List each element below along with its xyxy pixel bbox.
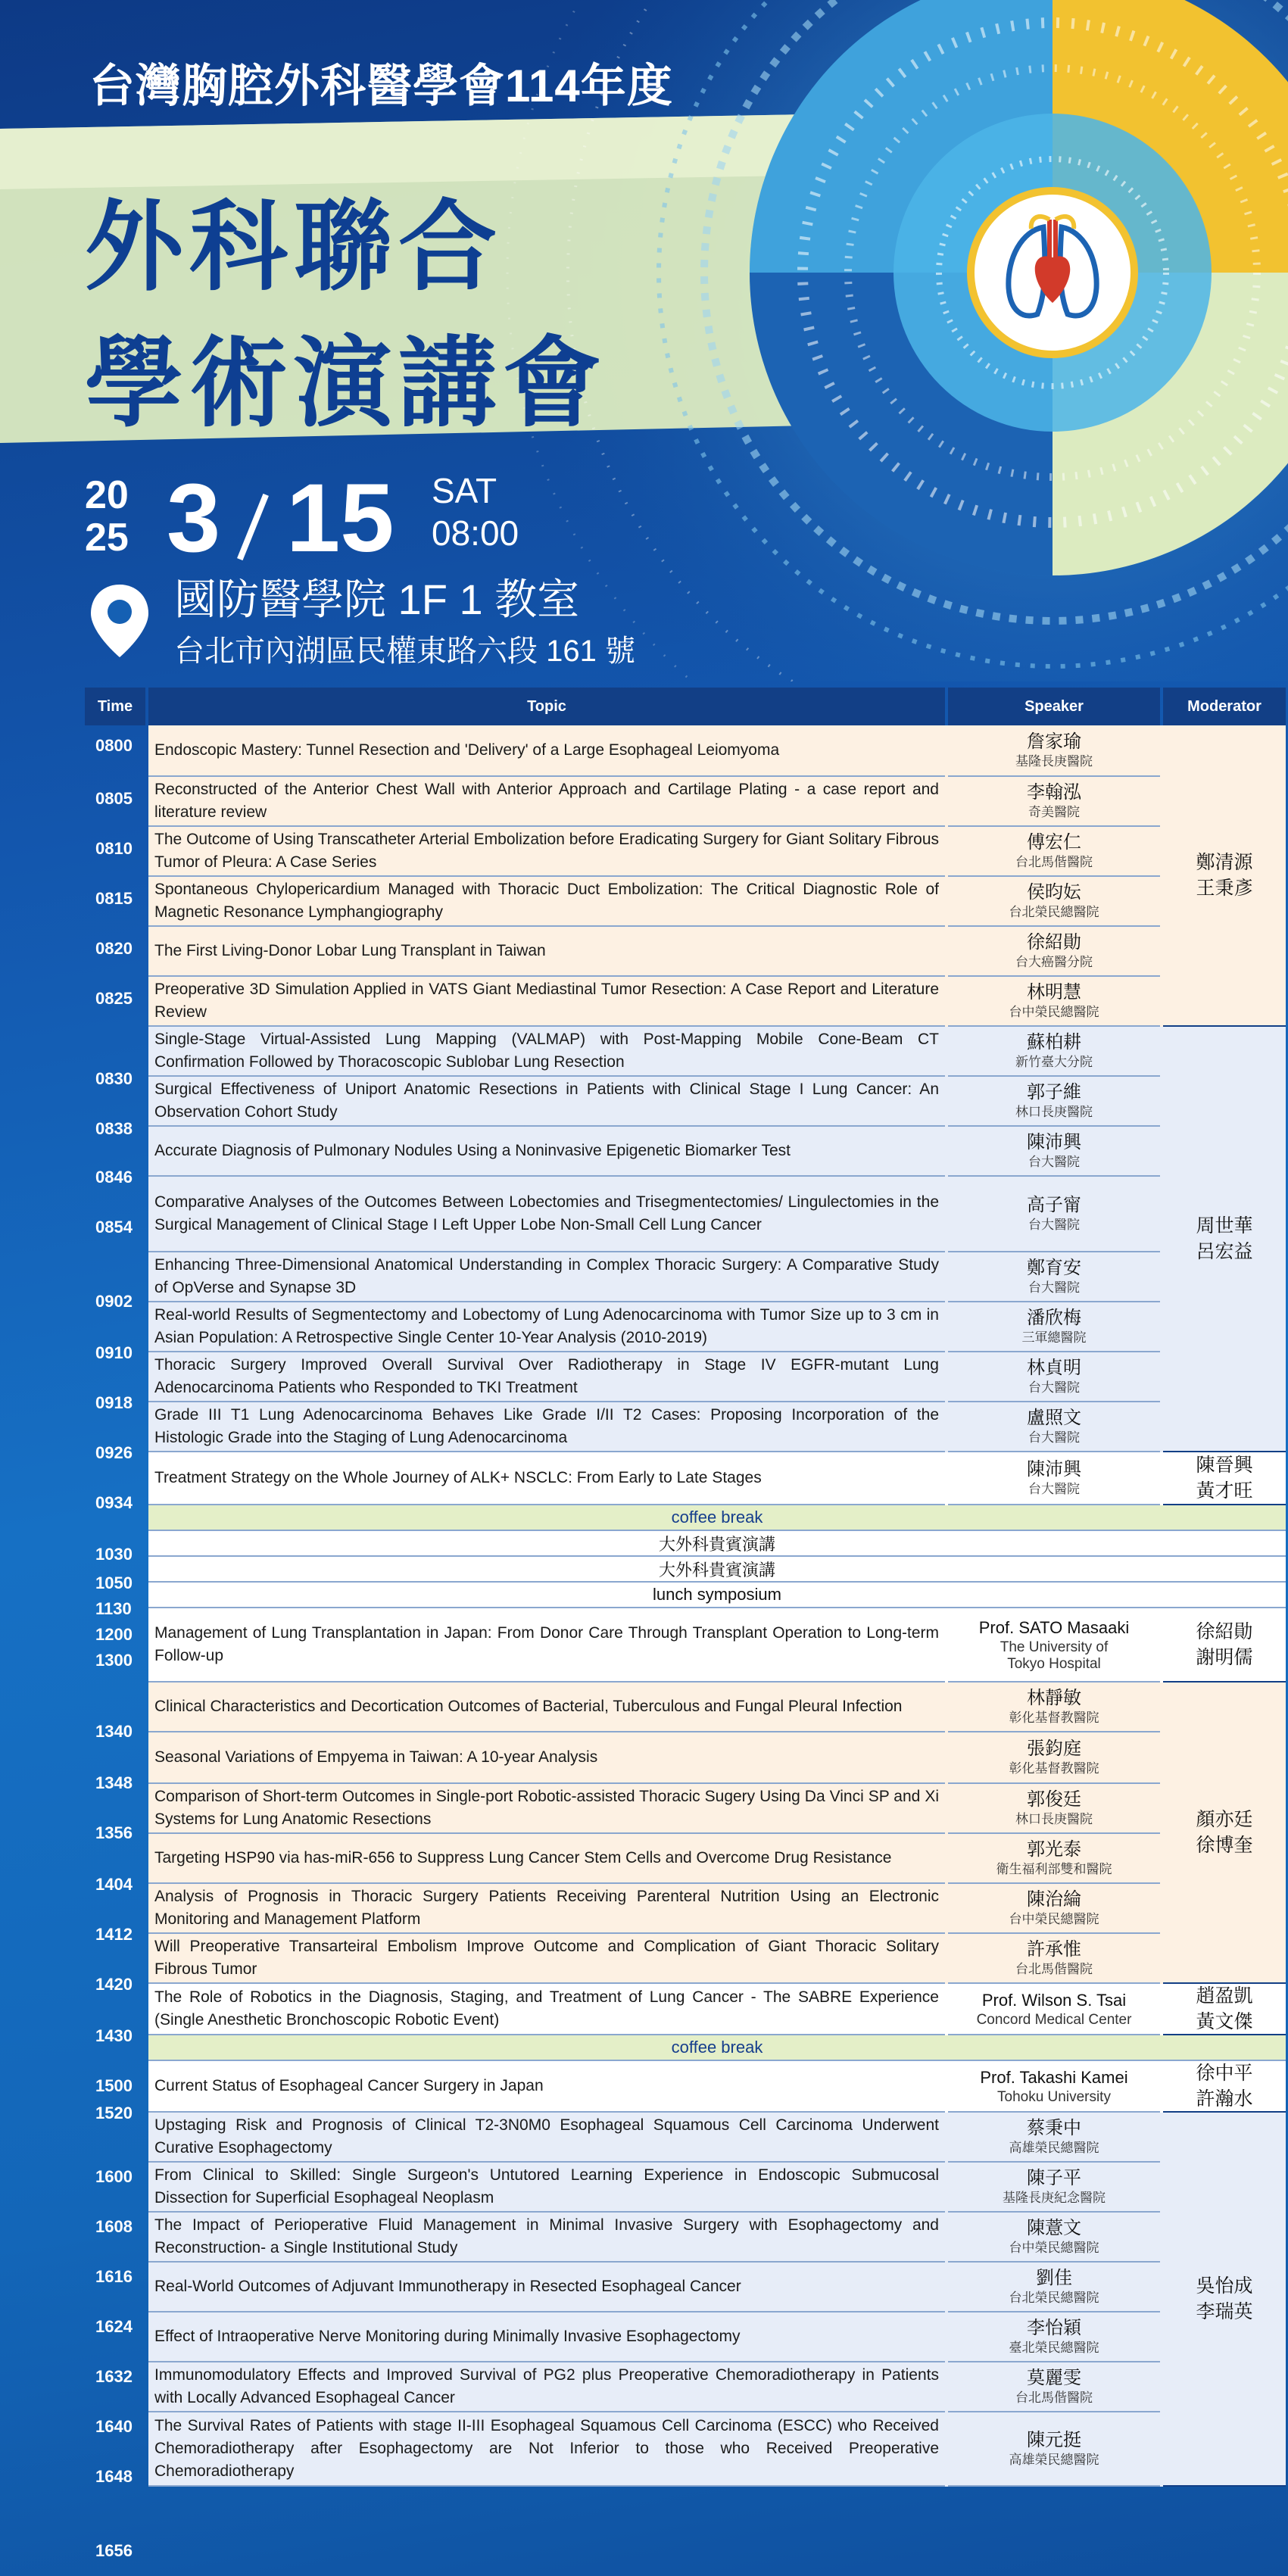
moderator-name: 許瀚水 xyxy=(1196,2088,1253,2110)
col-topic: Topic xyxy=(148,688,945,725)
speaker-cell xyxy=(948,2061,1160,2113)
time-label: 0846 xyxy=(95,1168,133,1187)
speaker-name: 陳治綸 xyxy=(1027,1889,1081,1910)
time-label: 0830 xyxy=(95,1069,133,1088)
talk-topic: Immunomodulatory Effects and Improved Survival of PG2 plus Preoperative Chemoradiotherapy in Patients with Locally Advanced Esophageal Cancer xyxy=(148,2362,945,2412)
table-row xyxy=(148,2061,1286,2113)
moderator-name: 王秉彥 xyxy=(1196,878,1253,899)
table-header xyxy=(85,688,1261,725)
table-row xyxy=(148,1027,1286,1077)
talk-topic: The Survival Rates of Patients with stage II-III Esophageal Squamous Cell Carcinoma (ESCC) who Received Chemoradiotherapy after Esophagectomy are Not Inferior to those who Received Preoperative Chemoradiotherapy xyxy=(148,2412,945,2487)
speaker-name: 林靜敏 xyxy=(1027,1688,1081,1708)
talk-topic: Comparative Analyses of the Outcomes Between Lobectomies and Trisegmentectomies/ Lingulectomies in the Surgical Management of Clinical Stage I Left Upper Lobe Non-Small Cell Lung Cancer xyxy=(148,1177,945,1252)
time-label: 1608 xyxy=(95,2217,133,2236)
speaker-affiliation: The University of xyxy=(1000,1639,1109,1655)
talk-topic: Effect of Intraoperative Nerve Monitoring during Minimally Invasive Esophagectomy xyxy=(148,2312,945,2362)
speaker-affiliation: Tohoku University xyxy=(997,2089,1111,2105)
col-moderator: Moderator xyxy=(1163,688,1286,725)
speaker-name: 林明慧 xyxy=(1027,982,1081,1003)
time-label: 1616 xyxy=(95,2267,133,2286)
schedule-table xyxy=(85,688,1261,2560)
coffee-break-row: coffee break xyxy=(148,2035,1286,2061)
table-row xyxy=(148,2263,1286,2312)
moderator-name: 鄭清源 xyxy=(1196,852,1253,873)
talk-topic: Current Status of Esophageal Cancer Surgery in Japan xyxy=(148,2061,945,2113)
time-label: 1030 xyxy=(95,1545,133,1564)
speaker-name: 蘇柏耕 xyxy=(1027,1032,1081,1053)
speaker-affiliation: 臺北榮民總醫院 xyxy=(1009,2341,1099,2355)
speaker-affiliation: 彰化基督教醫院 xyxy=(1009,1761,1099,1776)
speaker-cell xyxy=(948,1402,1160,1452)
table-row xyxy=(148,1884,1286,1934)
time-label: 1130 xyxy=(95,1599,132,1618)
speaker-cell xyxy=(948,1352,1160,1402)
moderator-cell xyxy=(1163,1608,1286,1683)
talk-topic: Seasonal Variations of Empyema in Taiwan: A 10-year Analysis xyxy=(148,1732,945,1784)
talk-topic: Analysis of Prognosis in Thoracic Surgery Patients Receiving Parenteral Nutrition Using an Electronic Monitoring and Management Platform xyxy=(148,1884,945,1934)
speaker-cell xyxy=(948,2412,1160,2487)
speaker-name: 鄭育安 xyxy=(1027,1258,1081,1278)
guest-lecture-row: 大外科貴賓演講 xyxy=(148,1557,1286,1583)
speaker-name: 蔡秉中 xyxy=(1027,2118,1081,2138)
speaker-name: 陳子平 xyxy=(1027,2168,1081,2188)
time-label: 1356 xyxy=(95,1823,133,1842)
speaker-cell xyxy=(948,2263,1160,2312)
time-label: 1500 xyxy=(95,2076,133,2095)
time-label: 1340 xyxy=(95,1722,133,1741)
time-label: 1348 xyxy=(95,1773,133,1792)
moderator-name: 顏亦廷 xyxy=(1196,1809,1253,1830)
table-row xyxy=(148,1352,1286,1402)
speaker-affiliation: 台中榮民總醫院 xyxy=(1009,1005,1099,1019)
speaker-affiliation: 台中榮民總醫院 xyxy=(1009,2241,1099,2255)
talk-topic: Will Preoperative Transarteiral Embolism Improve Outcome and Complication of Giant Thoracic Solitary Fibrous Tumor xyxy=(148,1934,945,1984)
moderator-cell xyxy=(1163,725,1286,1027)
time-label: 1430 xyxy=(95,2026,133,2045)
moderator-name: 謝明儒 xyxy=(1196,1647,1253,1668)
speaker-cell xyxy=(948,827,1160,877)
table-row xyxy=(148,1683,1286,1732)
speaker-affiliation: 基隆長庚紀念醫院 xyxy=(1003,2191,1106,2205)
speaker-affiliation: 彰化基督教醫院 xyxy=(1009,1711,1099,1725)
moderator-name: 陳晉興 xyxy=(1196,1455,1253,1476)
moderator-cell xyxy=(1163,2061,1286,2113)
talk-topic: Real-World Outcomes of Adjuvant Immunotherapy in Resected Esophageal Cancer xyxy=(148,2263,945,2312)
time-label: 1200 xyxy=(95,1625,133,1644)
event-title-line1: 外科聯合 xyxy=(85,189,504,304)
moderator-name: 黃才旺 xyxy=(1196,1480,1253,1502)
table-row xyxy=(148,1834,1286,1884)
speaker-affiliation: 台北馬偕醫院 xyxy=(1015,855,1093,869)
time-label: 0918 xyxy=(95,1393,133,1412)
moderator-name: 周世華 xyxy=(1196,1215,1253,1237)
table-row xyxy=(148,1077,1286,1127)
speaker-name: Prof. SATO Masaaki xyxy=(978,1618,1130,1637)
speaker-affiliation: 台北榮民總醫院 xyxy=(1009,2291,1099,2305)
time-label: 1412 xyxy=(95,1925,133,1944)
speaker-name: 林貞明 xyxy=(1027,1358,1081,1378)
time-label: 1632 xyxy=(95,2367,133,2386)
time-label: 0902 xyxy=(95,1292,133,1311)
table-row xyxy=(148,1934,1286,1984)
table-row xyxy=(148,1784,1286,1834)
speaker-affiliation: 台大癌醫分院 xyxy=(1015,955,1093,969)
table-row xyxy=(148,2213,1286,2263)
speaker-cell xyxy=(948,777,1160,827)
speaker-affiliation: 高雄榮民總醫院 xyxy=(1009,2453,1099,2467)
speaker-affiliation: 台大醫院 xyxy=(1028,1380,1080,1395)
speaker-cell xyxy=(948,927,1160,977)
speaker-affiliation: 台大醫院 xyxy=(1028,1430,1080,1445)
moderator-name: 吳怡成 xyxy=(1196,2275,1253,2297)
speaker-cell xyxy=(948,2362,1160,2412)
table-row xyxy=(148,2362,1286,2412)
speaker-cell xyxy=(948,1984,1160,2035)
speaker-affiliation: 台北馬偕醫院 xyxy=(1015,1962,1093,1976)
col-speaker: Speaker xyxy=(948,688,1160,725)
event-title-line2: 學術演講會 xyxy=(85,326,608,441)
speaker-cell xyxy=(948,1027,1160,1077)
speaker-cell xyxy=(948,2163,1160,2213)
moderator-name: 徐紹勛 xyxy=(1196,1621,1253,1642)
time-label: 0800 xyxy=(95,736,133,755)
speaker-affiliation: Tokyo Hospital xyxy=(1007,1656,1101,1672)
time-label: 0838 xyxy=(95,1119,133,1138)
time-label: 0810 xyxy=(95,839,133,858)
speaker-cell xyxy=(948,1127,1160,1177)
speaker-name: 盧照文 xyxy=(1027,1408,1081,1428)
speaker-cell xyxy=(948,1732,1160,1784)
speaker-cell xyxy=(948,877,1160,927)
moderator-name: 黃文傑 xyxy=(1196,2011,1253,2032)
talk-topic: Treatment Strategy on the Whole Journey of ALK+ NSCLC: From Early to Late Stages xyxy=(148,1452,945,1505)
speaker-cell xyxy=(948,1934,1160,1984)
speaker-cell xyxy=(948,725,1160,777)
speaker-name: 侯昀妘 xyxy=(1027,882,1081,903)
speaker-name: 高子甯 xyxy=(1027,1195,1081,1215)
speaker-name: 陳元挺 xyxy=(1027,2430,1081,2450)
time-label: 1648 xyxy=(95,2467,133,2486)
society-name: 台灣胸腔外科醫學會114年度 xyxy=(89,61,673,111)
speaker-affiliation: 高雄榮民總醫院 xyxy=(1009,2141,1099,2155)
speaker-affiliation: 奇美醫院 xyxy=(1028,805,1080,819)
talk-topic: Real-world Results of Segmentectomy and Lobectomy of Lung Adenocarcinoma with Tumor Size up to 3 cm in Asian Population: A Retrospective Single Center 10-Year Analysis (2010-2019) xyxy=(148,1302,945,1352)
talk-topic: Thoracic Surgery Improved Overall Survival Over Radiotherapy in Stage IV EGFR-mutant Lung Adenocarcinoma Patients who Responded to TKI Treatment xyxy=(148,1352,945,1402)
time-label: 0815 xyxy=(95,889,133,908)
time-label: 0820 xyxy=(95,939,133,958)
time-label: 0805 xyxy=(95,789,133,808)
speaker-cell xyxy=(948,2213,1160,2263)
speaker-cell xyxy=(948,1302,1160,1352)
table-row xyxy=(148,1302,1286,1352)
speaker-name: 潘欣梅 xyxy=(1027,1308,1081,1328)
speaker-cell xyxy=(948,1452,1160,1505)
speaker-affiliation: 衛生福利部雙和醫院 xyxy=(996,1862,1112,1876)
time-label: 0926 xyxy=(95,1443,133,1462)
table-row xyxy=(148,1252,1286,1302)
talk-topic: Comparison of Short-term Outcomes in Single-port Robotic-assisted Thoracic Sugery Using Da Vinci SP and Xi Systems for Lung Anatomic Resections xyxy=(148,1784,945,1834)
speaker-name: 郭光泰 xyxy=(1027,1839,1081,1860)
speaker-name: 陳沛興 xyxy=(1027,1459,1081,1480)
talk-topic: Spontaneous Chylopericardium Managed with Thoracic Duct Embolization: The Critical Diagnostic Role of Magnetic Resonance Lymphangiography xyxy=(148,877,945,927)
start-time: 08:00 xyxy=(432,513,519,553)
talk-topic: Enhancing Three-Dimensional Anatomical Understanding in Complex Thoracic Surgery: A Comparative Study of OpVerse and Synapse 3D xyxy=(148,1252,945,1302)
speaker-name: 徐紹勛 xyxy=(1027,932,1081,953)
poster-header xyxy=(0,0,1288,681)
time-label: 1050 xyxy=(95,1573,133,1592)
speaker-name: Prof. Wilson S. Tsai xyxy=(981,1991,1127,2010)
table-row xyxy=(148,1608,1286,1683)
speaker-affiliation: 林口長庚醫院 xyxy=(1015,1105,1093,1119)
speaker-name: 詹家瑜 xyxy=(1027,731,1081,752)
speaker-name: 陳沛興 xyxy=(1027,1132,1081,1152)
speaker-cell xyxy=(948,1252,1160,1302)
speaker-name: 莫麗雯 xyxy=(1027,2368,1081,2388)
talk-topic: Grade III T1 Lung Adenocarcinoma Behaves Like Grade I/II T2 Cases: Proposing Incorporation of the Histologic Grade into the Staging of Lung Adenocarcinoma xyxy=(148,1402,945,1452)
speaker-name: 郭子維 xyxy=(1027,1082,1081,1102)
speaker-affiliation: 基隆長庚醫院 xyxy=(1015,754,1093,769)
talk-topic: Upstaging Risk and Prognosis of Clinical T2-3N0M0 Esophageal Squamous Cell Carcinoma Underwent Curative Esophagectomy xyxy=(148,2113,945,2163)
year-bottom: 25 xyxy=(85,516,129,560)
talk-topic: The Role of Robotics in the Diagnosis, Staging, and Treatment of Lung Cancer - The SABRE Experience (Single Anesthetic Bronchoscopic Robotic Event) xyxy=(148,1984,945,2035)
talk-topic: Targeting HSP90 via has-miR-656 to Suppress Lung Cancer Stem Cells and Overcome Drug Resistance xyxy=(148,1834,945,1884)
table-row xyxy=(148,977,1286,1027)
speaker-cell xyxy=(948,2113,1160,2163)
time-label: 1640 xyxy=(95,2417,133,2436)
table-row xyxy=(148,777,1286,827)
table-row xyxy=(148,1127,1286,1177)
moderator-cell xyxy=(1163,1027,1286,1452)
talk-topic: The Impact of Perioperative Fluid Management in Minimal Invasive Surgery with Esophagectomy and Reconstruction- a Single Institutional Study xyxy=(148,2213,945,2263)
speaker-affiliation: 台大醫院 xyxy=(1028,1218,1080,1232)
speaker-name: 張鈞庭 xyxy=(1027,1739,1081,1759)
speaker-cell xyxy=(948,1834,1160,1884)
guest-lecture-row: 大外科貴賓演講 xyxy=(148,1531,1286,1557)
talk-topic: From Clinical to Skilled: Single Surgeon's Untutored Learning Experience in Endoscopic Submucosal Dissection for Superficial Esophageal Neoplasm xyxy=(148,2163,945,2213)
talk-topic: Reconstructed of the Anterior Chest Wall with Anterior Approach and Cartilage Plating - a case report and literature review xyxy=(148,777,945,827)
table-row xyxy=(148,1732,1286,1784)
speaker-affiliation: Concord Medical Center xyxy=(976,2012,1132,2028)
speaker-affiliation: 台大醫院 xyxy=(1028,1482,1080,1496)
speaker-name: 郭俊廷 xyxy=(1027,1789,1081,1810)
talk-topic: Management of Lung Transplantation in Japan: From Donor Care Through Transplant Operation to Long-term Follow-up xyxy=(148,1608,945,1683)
table-row xyxy=(148,1452,1286,1505)
speaker-cell xyxy=(948,1683,1160,1732)
table-row xyxy=(148,827,1286,877)
speaker-affiliation: 台大醫院 xyxy=(1028,1280,1080,1295)
time-label: 1404 xyxy=(95,1875,133,1894)
speaker-affiliation: 台北馬偕醫院 xyxy=(1015,2390,1093,2405)
moderator-name: 徐中平 xyxy=(1196,2063,1253,2084)
speaker-name: 李怡穎 xyxy=(1027,2318,1081,2338)
time-label: 1624 xyxy=(95,2317,133,2336)
year-top: 20 xyxy=(85,473,129,517)
talk-topic: The Outcome of Using Transcatheter Arterial Embolization before Eradicating Surgery for Giant Solitary Fibrous Tumor of Pleura: A Case Series xyxy=(148,827,945,877)
talk-topic: Clinical Characteristics and Decortication Outcomes of Bacterial, Tuberculous and Fungal Pleural Infection xyxy=(148,1683,945,1732)
speaker-cell xyxy=(948,1884,1160,1934)
day: 15 xyxy=(286,464,395,572)
table-row xyxy=(148,1402,1286,1452)
time-label: 0854 xyxy=(95,1218,133,1237)
table-row xyxy=(148,1177,1286,1252)
speaker-cell xyxy=(948,2312,1160,2362)
talk-topic: Accurate Diagnosis of Pulmonary Nodules Using a Noninvasive Epigenetic Biomarker Test xyxy=(148,1127,945,1177)
speaker-cell xyxy=(948,1177,1160,1252)
speaker-affiliation: 台北榮民總醫院 xyxy=(1009,905,1099,919)
moderator-name: 徐博奎 xyxy=(1196,1835,1253,1856)
talk-topic: Endoscopic Mastery: Tunnel Resection and 'Delivery' of a Large Esophageal Leiomyoma xyxy=(148,725,945,777)
speaker-name: 陳薏文 xyxy=(1027,2218,1081,2238)
speaker-affiliation: 三軍總醫院 xyxy=(1021,1330,1087,1345)
time-label: 1656 xyxy=(95,2541,133,2560)
table-row xyxy=(148,2113,1286,2163)
moderator-name: 李瑞英 xyxy=(1196,2301,1253,2322)
speaker-affiliation: 台大醫院 xyxy=(1028,1155,1080,1169)
speaker-cell xyxy=(948,977,1160,1027)
coffee-break-row: coffee break xyxy=(148,1505,1286,1531)
address: 台北市內湖區民權東路六段 161 號 xyxy=(174,635,635,668)
time-label: 1420 xyxy=(95,1975,133,1994)
table-row xyxy=(148,725,1286,777)
speaker-cell xyxy=(948,1077,1160,1127)
speaker-name: 李翰泓 xyxy=(1027,782,1081,803)
speaker-name: Prof. Takashi Kamei xyxy=(980,2068,1128,2087)
weekday: SAT xyxy=(432,471,497,510)
moderator-cell xyxy=(1163,2113,1286,2487)
table-row xyxy=(148,2412,1286,2487)
time-label: 1300 xyxy=(95,1651,133,1670)
speaker-name: 傅宏仁 xyxy=(1027,832,1081,853)
table-row xyxy=(148,927,1286,977)
month: 3 xyxy=(167,464,221,572)
speaker-name: 劉佳 xyxy=(1036,2268,1072,2288)
time-label: 0934 xyxy=(95,1493,133,1512)
moderator-name: 呂宏益 xyxy=(1196,1241,1253,1262)
lunch-symposium-row: lunch symposium xyxy=(148,1583,1286,1608)
table-row xyxy=(148,2163,1286,2213)
table-row xyxy=(148,1984,1286,2035)
venue: 國防醫學院 1F 1 教室 xyxy=(174,575,580,623)
moderator-cell xyxy=(1163,1683,1286,1984)
talk-topic: Surgical Effectiveness of Uniport Anatomic Resections in Patients with Clinical Stage I Lung Cancer: An Observation Cohort Study xyxy=(148,1077,945,1127)
talk-topic: Preoperative 3D Simulation Applied in VATS Giant Mediastinal Tumor Resection: A Case Report and Literature Review xyxy=(148,977,945,1027)
table-row xyxy=(148,2312,1286,2362)
moderator-cell xyxy=(1163,1452,1286,1505)
talk-topic: The First Living-Donor Lobar Lung Transplant in Taiwan xyxy=(148,927,945,977)
time-label: 1520 xyxy=(95,2104,133,2122)
moderator-cell xyxy=(1163,1984,1286,2035)
col-time: Time xyxy=(85,688,145,725)
location-pin-icon xyxy=(88,582,151,660)
time-label: 0910 xyxy=(95,1343,133,1362)
speaker-name: 許承惟 xyxy=(1027,1939,1081,1960)
time-label: 1600 xyxy=(95,2167,133,2186)
speaker-affiliation: 台中榮民總醫院 xyxy=(1009,1912,1099,1926)
talk-topic: Single-Stage Virtual-Assisted Lung Mapping (VALMAP) with Post-Mapping Mobile Cone-Beam CT Confirmation Followed by Thoracoscopic Sublobar Lung Resection xyxy=(148,1027,945,1077)
table-row xyxy=(148,877,1286,927)
speaker-affiliation: 林口長庚醫院 xyxy=(1015,1812,1093,1826)
speaker-cell xyxy=(948,1608,1160,1683)
moderator-name: 趙盈凱 xyxy=(1196,1985,1253,2007)
time-label: 0825 xyxy=(95,989,133,1008)
speaker-cell xyxy=(948,1784,1160,1834)
speaker-affiliation: 新竹臺大分院 xyxy=(1015,1055,1093,1069)
